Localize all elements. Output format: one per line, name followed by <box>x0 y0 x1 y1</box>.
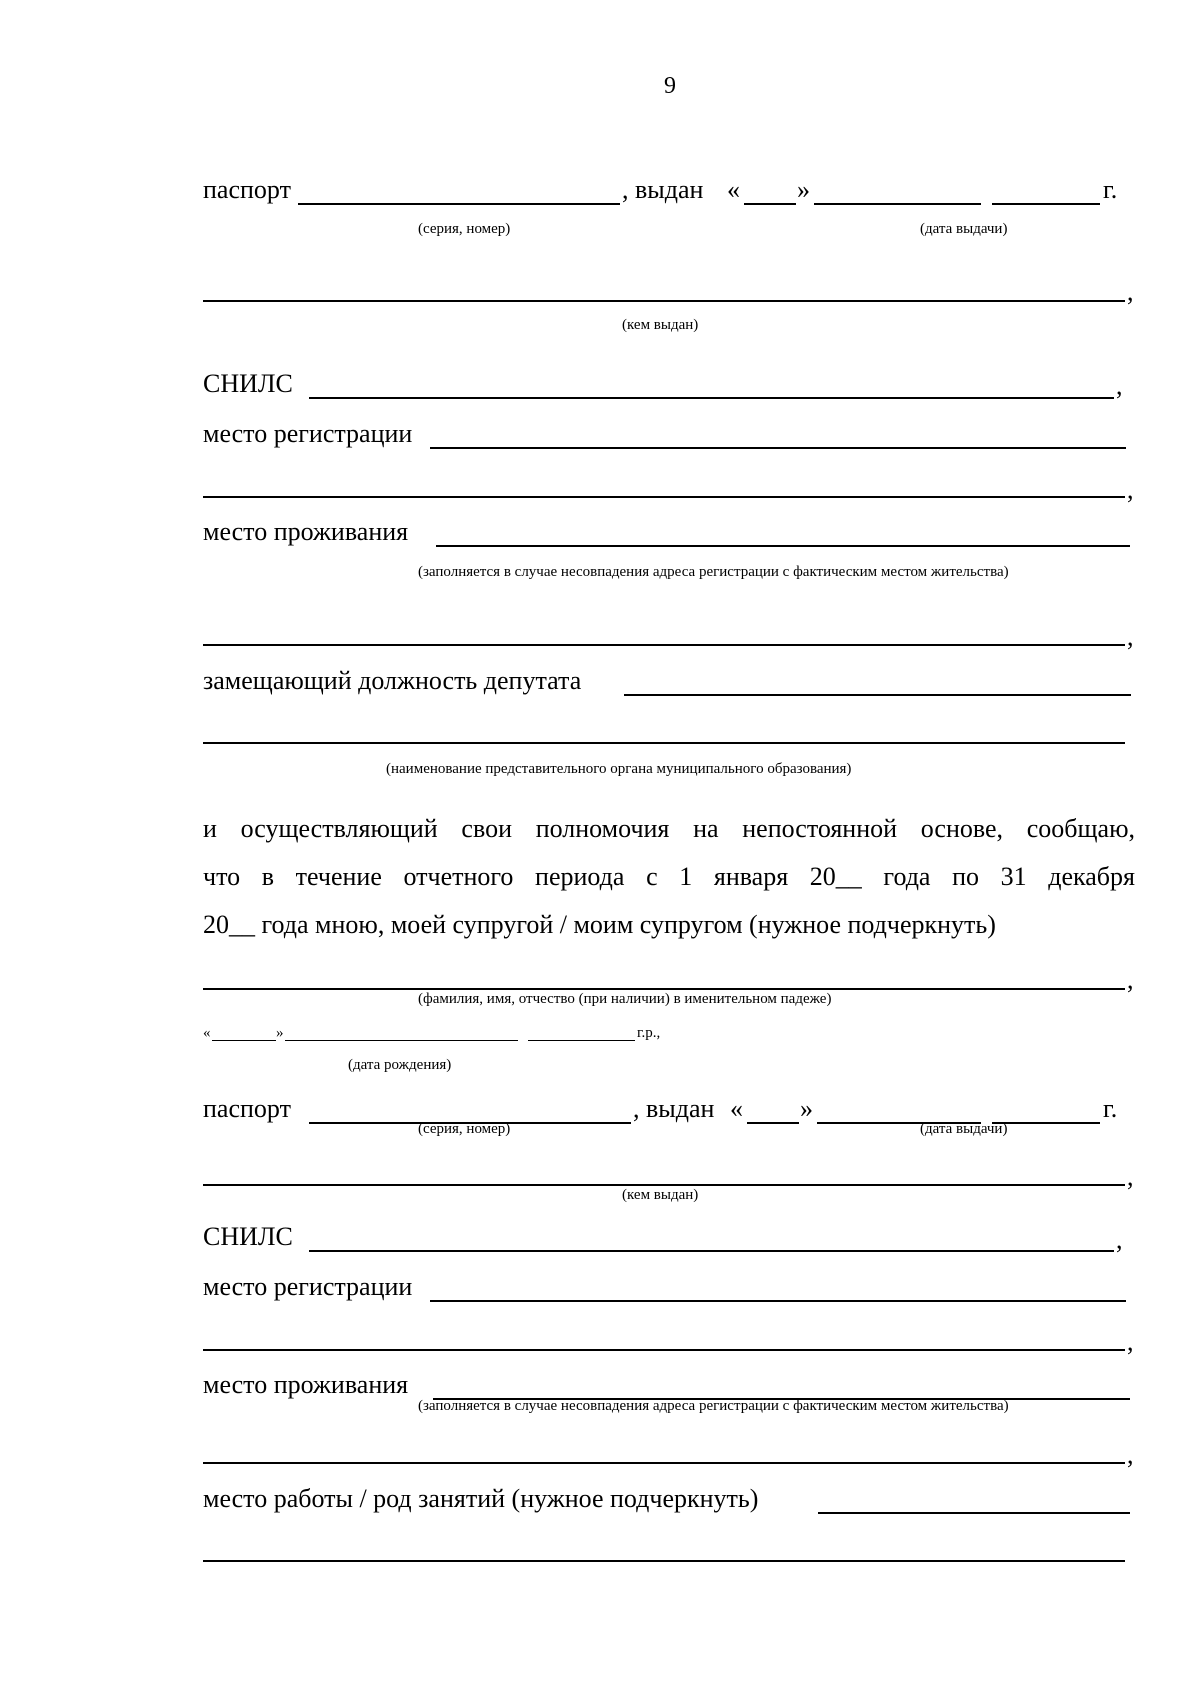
page-number: 9 <box>664 73 676 99</box>
quote-open: « <box>730 1094 743 1123</box>
birth-month-field[interactable] <box>285 1040 518 1041</box>
comma: , <box>1127 965 1134 994</box>
spouse-issue-year-field[interactable] <box>992 1122 1100 1124</box>
year-suffix: г. <box>1103 175 1118 204</box>
spouse-issue-day-field[interactable] <box>747 1122 799 1124</box>
caption-series-number: (серия, номер) <box>418 221 511 237</box>
passport-label: паспорт <box>203 175 291 204</box>
caption-residence-note: (заполняется в случае несовпадения адреса регистрации с фактическим местом жительства) <box>418 564 1009 580</box>
quote-close: » <box>276 1025 284 1041</box>
residence-field-line2[interactable] <box>203 644 1125 646</box>
snils-field[interactable] <box>309 397 1114 399</box>
quote-close: » <box>800 1094 813 1123</box>
comma: , <box>1127 1327 1134 1356</box>
caption-issue-date: (дата выдачи) <box>920 1121 1008 1137</box>
issued-label: , выдан <box>633 1094 715 1123</box>
workplace-label: место работы / род занятий (нужное подчеркнуть) <box>203 1484 759 1513</box>
caption-issued-by: (кем выдан) <box>622 1187 699 1203</box>
statement-line-3: 20__ года мною, моей супругой / моим супругом (нужное подчеркнуть) <box>203 910 996 939</box>
caption-residence-note: (заполняется в случае несовпадения адреса регистрации с фактическим местом жительства) <box>418 1398 1009 1414</box>
caption-issue-date: (дата выдачи) <box>920 221 1008 237</box>
comma: , <box>1127 1162 1134 1191</box>
birth-day-field[interactable] <box>212 1040 276 1041</box>
issue-month-field[interactable] <box>814 203 981 205</box>
caption-series-number: (серия, номер) <box>418 1121 511 1137</box>
comma: , <box>1116 371 1123 400</box>
spouse-registration-field[interactable] <box>430 1300 1126 1302</box>
snils-label: СНИЛС <box>203 369 293 398</box>
caption-birth-date: (дата рождения) <box>348 1057 452 1073</box>
passport-series-field[interactable] <box>298 203 620 205</box>
quote-open: « <box>727 175 740 204</box>
residence-label: место проживания <box>203 517 409 546</box>
comma: , <box>1127 475 1134 504</box>
spouse-registration-field-line2[interactable] <box>203 1349 1125 1351</box>
deputy-label: замещающий должность депутата <box>203 666 582 695</box>
caption-issued-by: (кем выдан) <box>622 317 699 333</box>
snils-label: СНИЛС <box>203 1222 293 1251</box>
quote-open: « <box>203 1025 211 1041</box>
comma: , <box>1127 622 1134 651</box>
residence-field[interactable] <box>436 545 1130 547</box>
workplace-field-line2[interactable] <box>203 1560 1125 1562</box>
registration-field[interactable] <box>430 447 1126 449</box>
issued-label: , выдан <box>622 175 704 204</box>
quote-close: » <box>797 175 810 204</box>
caption-full-name: (фамилия, имя, отчество (при наличии) в именительном падеже) <box>418 991 832 1007</box>
registration-label: место регистрации <box>203 419 413 448</box>
registration-field-line2[interactable] <box>203 496 1125 498</box>
comma: , <box>1127 1440 1134 1469</box>
spouse-residence-field-line2[interactable] <box>203 1462 1125 1464</box>
birth-year-field[interactable] <box>528 1040 635 1041</box>
year-suffix: г. <box>1103 1094 1118 1123</box>
passport-label: паспорт <box>203 1094 291 1123</box>
spouse-snils-field[interactable] <box>309 1250 1114 1252</box>
registration-label: место регистрации <box>203 1272 413 1301</box>
deputy-field[interactable] <box>624 694 1131 696</box>
comma: , <box>1116 1225 1123 1254</box>
caption-body-name: (наименование представительного органа муниципального образования) <box>386 761 852 777</box>
representative-body-field[interactable] <box>203 742 1125 744</box>
statement-line-1: и осуществляющий свои полномочия на непостоянной основе, сообщаю, <box>203 814 1135 843</box>
birth-year-label: г.р., <box>637 1025 661 1041</box>
workplace-field[interactable] <box>818 1512 1130 1514</box>
residence-label: место проживания <box>203 1370 409 1399</box>
comma: , <box>1127 277 1134 306</box>
statement-line-2: что в течение отчетного периода с 1 января 20__ года по 31 декабря <box>203 862 1135 891</box>
issue-day-field[interactable] <box>744 203 796 205</box>
issued-by-field[interactable] <box>203 300 1125 302</box>
issue-year-field[interactable] <box>992 203 1100 205</box>
